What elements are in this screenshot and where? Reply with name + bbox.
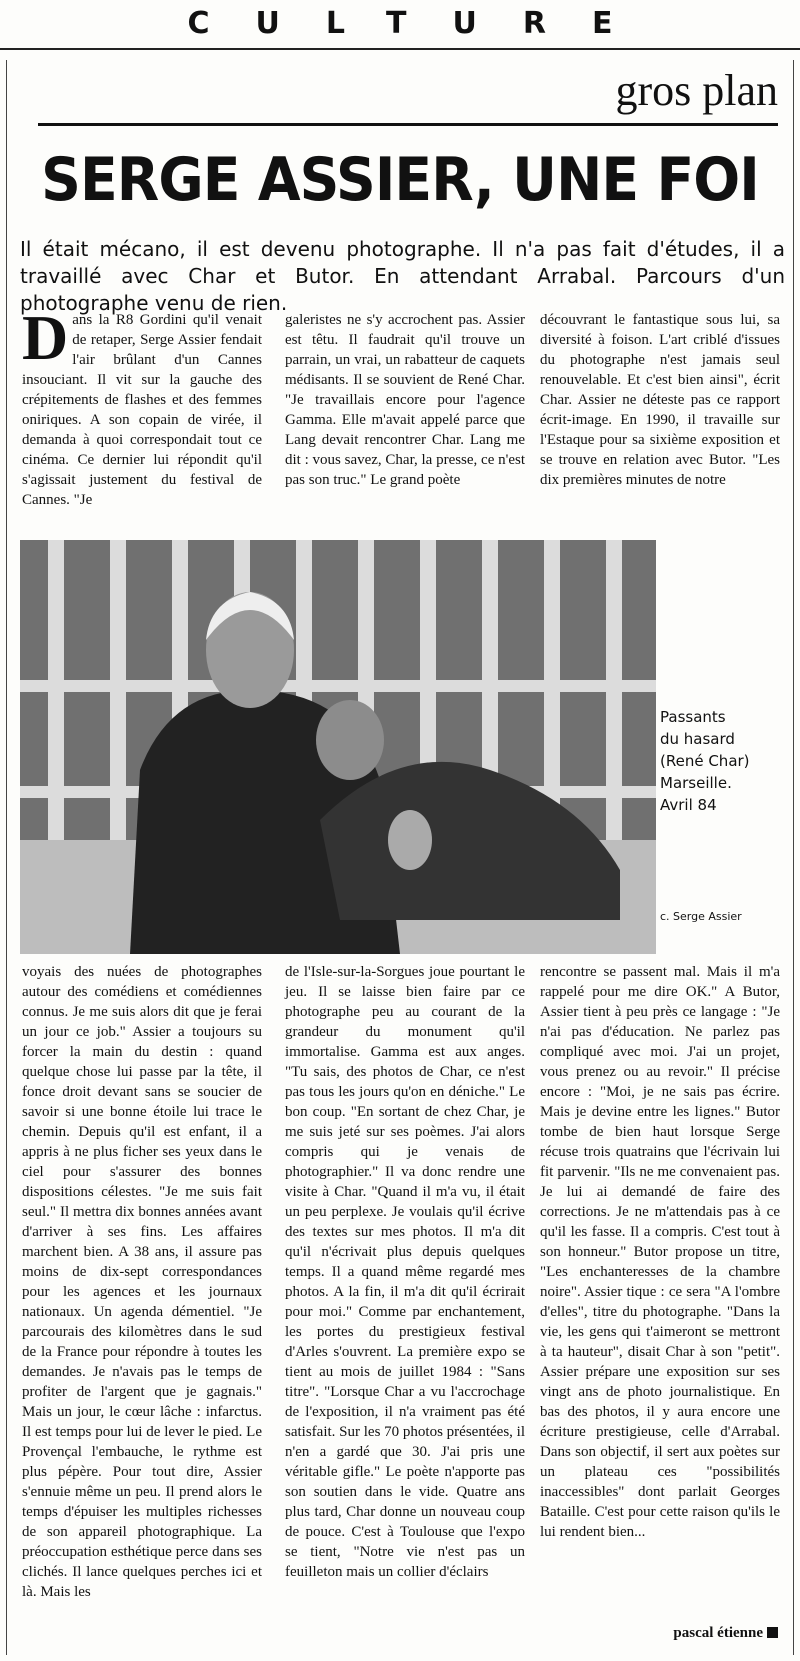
photo-credit: c. Serge Assier	[660, 910, 742, 923]
kicker-rule	[38, 123, 778, 126]
standfirst: Il était mécano, il est devenu photographe. Il n'a pas fait d'études, il a travaillé avec Char et Butor. En attendant Arrabal. Parcours d'un photographe venu de rien.	[20, 237, 785, 315]
caption-line: Avril 84	[660, 796, 717, 814]
article-column-2: galeristes ne s'y accrochent pas. Assier est têtu. Il faudrait qu'il trouve un parrain, un vrai, un rabatteur de caquets médisants. Il se souvient de René Char. "Je travaillais encore pour l'agence Gamma. Elle m'avait appelé parce que Lang devait rencontrer Char. Lang me dit : vous savez, Char, la presse, ce n'est pas son truc." Le grand poète	[285, 312, 525, 488]
article-column-3: découvrant le fantastique sous lui, sa diversité à foison. L'art criblé d'issues du photographe n'est jamais seul renouvelable. Et c'est bien ainsi", écrit Char. Assier ne déteste pas ce rapport écrit-image. En 1990, il travaille sur l'Estaque pour sa sixième exposition et se trouve en relation avec Butor. "Les dix premières minutes de notre	[540, 312, 780, 488]
article-column-5: de l'Isle-sur-la-Sorgues joue pourtant le jeu. Il se laisse bien faire par ce photographe peu au courant de la grandeur du monument qu'il immortalise. Gamma est aux anges. "Tu sais, des photos de Char, ce n'est pas tous les jours qu'on en déniche." Le bon coup. "En sortant de chez Char, je me suis jeté sur ses poèmes. J'ai alors compris qui je venais de photographier." Il va donc rendre une visite à Char. "Quand il m'a vu, il était un peu perplexe. Je voulais qu'il écrive des textes sur mes photos. Il m'a dit qu'il n'écrivait plus depuis quelques temps. Il a quand même regardé mes photos. A la fin, il m'a dit qu'il écrirait pour moi." Comme par enchantement, les portes du prestigieux festival d'Arles s'ouvrent. La première expo se tient au mois de juillet 1984 : "Sans titre". "Lorsque Char a vu l'accrochage de l'exposition, il n'a vraiment pas été satisfait. Sur les 70 photos présentées, il n'en a gardé que 30. J'ai pris une véritable gifle." Le poète n'apporte pas son soutien dans le vide. Quatre ans plus tard, Char donne un nouveau coup de pouce. C'est à Toulouse que l'expo se tient, "Notre vie n'est pas un feuilleton mais un collier d'éclairs	[285, 964, 525, 1580]
headline: SERGE ASSIER, UNE FOI	[41, 145, 759, 215]
byline-text: pascal étienne	[673, 1625, 763, 1641]
caption-line: du hasard	[660, 730, 735, 748]
article-column-1	[22, 302, 262, 510]
drop-cap: D	[22, 302, 69, 373]
photo-caption	[660, 706, 750, 816]
section-header: CULTURE	[187, 6, 659, 41]
photo-illustration	[20, 540, 656, 954]
caption-line: (René Char)	[660, 752, 750, 770]
article-photo	[20, 540, 656, 954]
byline	[673, 1625, 778, 1642]
top-rule	[0, 48, 800, 50]
kicker: gros plan	[615, 66, 778, 115]
caption-line: Passants	[660, 708, 726, 726]
page-border-right	[793, 60, 794, 1655]
article-text: ans la R8 Gordini qu'il venait de retaper, Serge Assier fendait l'air brûlant d'un Cannes insouciant. Il vit sur la gauche des crépitements de flashes et des femmes oniriques. A son copain de virée, il demanda à quoi correspondait tout ce cinéma. Ce dernier lui répondit qu'il s'agissait justement du festival de Cannes. "Je	[22, 312, 262, 508]
end-mark-icon	[767, 1627, 778, 1638]
article-column-4: voyais des nuées de photographes autour des comédiens et comédiennes connus. Je me suis alors dit que je ferai un jour ce job." Assier a toujours su forcer la main du destin : quand quelque chose lui passe par la tête, il fonce droit devant sans se soucier de savoir si une bonne étoile lui trace le chemin. Depuis qu'il est enfant, il a appris à ne plus ficher ses yeux dans le ciel pour s'assurer des bonnes dispositions célestes. "Je me suis fait seul." Il mettra dix bonnes années avant d'arriver à ses fins. Les affaires marchent bien. A 38 ans, il assure pas moins de dix-sept correspondances pour les agences et les journaux nationaux. Un agenda démentiel. "Je parcourais des kilomètres dans le sud de la France pour répondre à toutes les demandes. Je n'avais pas le temps de profiter de l'argent que je gagnais." Mais un jour, le cœur lâche : infarctus. Il est temps pour lui de lever le pied. Le Provençal l'embauche, le rythme est plus pépère. Pour tout dire, Assier s'ennuie même un peu. Il prend alors le temps d'épuiser les multiples richesses de son appareil photographique. La préoccupation esthétique perce dans ses clichés. Il lance quelques perches ici et là. Mais les	[22, 964, 262, 1600]
article-column-6: rencontre se passent mal. Mais il m'a rappelé pour me dire OK." A Butor, Assier tient à peu près ce langage : "Je n'ai pas d'éducation. Ne parlez pas compliqué avec moi. J'ai un projet, vous prenez ou au revoir." Il précise encore : "Moi, je ne sais pas écrire. Mais je devine entre les lignes." Butor tombe de bien haut lorsque Serge récuse trois quatrains que l'écrivain lui fit parvenir. "Ils ne me convenaient pas. Je lui ai demandé de faire des corrections. Je ne m'attendais pas à ce qu'il les fasse. Il a compris. C'est tout à son honneur." Butor propose un titre, "Les enchanteresses de la chambre noire". Assier tique : ce sera "A l'ombre d'elles", titre du photographe. "Dans la vie, les gens qui t'aimeront se mettront à ta hauteur", disait Char à son "petit". Assier prépare une exposition sur ses vingt ans de photo journalistique. En bas des photos, il y aura encore une écriture prestigieuse, celle d'Arrabal. Dans son objectif, il sert aux poètes sur un plateau ces "possibilités inaccessibles" dont parlait Georges Bataille. C'est pour cette raison qu'ils le lui rendent bien...	[540, 964, 780, 1540]
caption-line: Marseille.	[660, 774, 732, 792]
page-border-left	[6, 60, 7, 1655]
